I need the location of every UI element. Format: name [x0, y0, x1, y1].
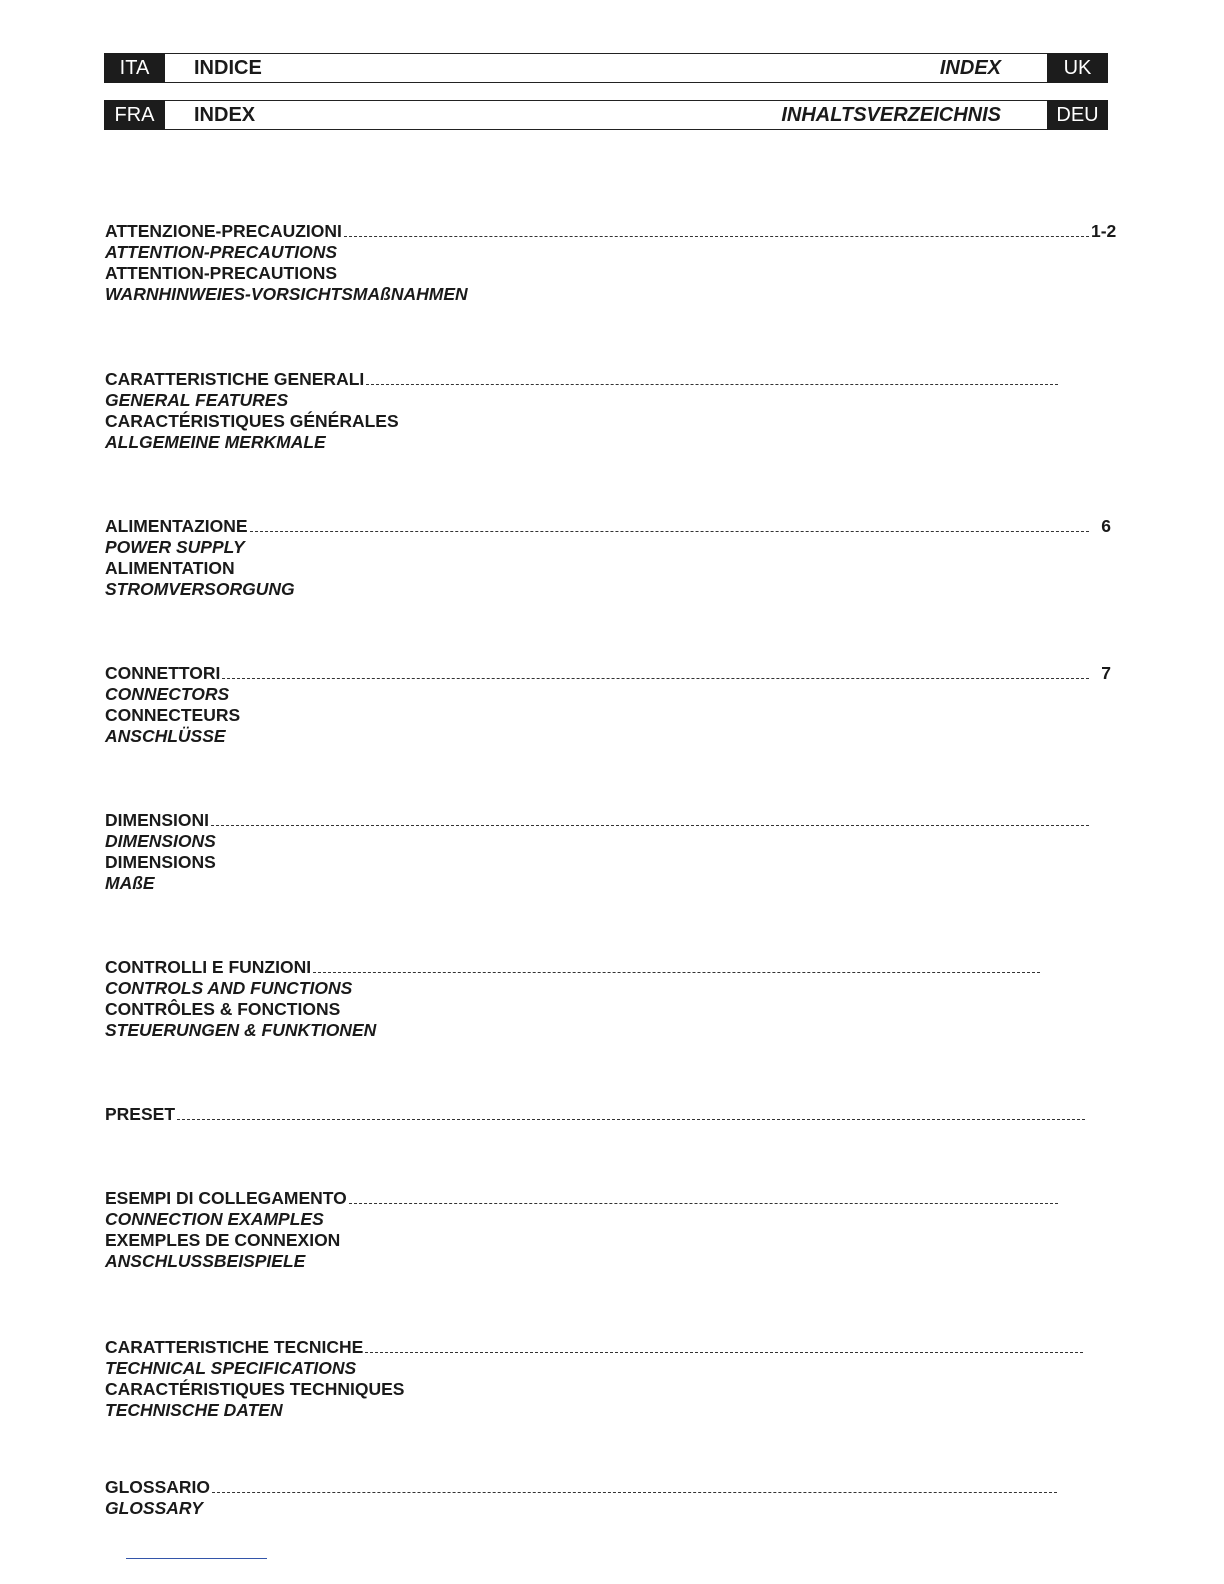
page-number: 1-2 [1091, 221, 1117, 241]
toc-entry[interactable] [105, 369, 1060, 453]
entry-title-deu: WARNHINWEIES-VORSICHTSMAßNAHMEN [105, 284, 468, 304]
header-title-index-fr: INDEX [194, 104, 256, 126]
leader-dashes [222, 678, 1089, 679]
entry-title-fra: EXEMPLES DE CONNEXION [105, 1230, 341, 1250]
entry-title-deu: TECHNISCHE DATEN [105, 1400, 283, 1420]
toc-row [105, 1188, 1060, 1209]
toc-row [105, 221, 1117, 242]
header-title-index-uk: INDEX [939, 57, 1001, 79]
entry-title-uk: CONTROLS AND FUNCTIONS [105, 978, 353, 998]
entry-title-fra: CONTRÔLES & FONCTIONS [105, 999, 341, 1019]
leader-dashes [250, 531, 1089, 532]
lang-tag-fra: FRA [104, 100, 165, 130]
leader-dashes [366, 384, 1058, 385]
leader-dashes [344, 236, 1089, 237]
entry-title-ita: CARATTERISTICHE TECNICHE [105, 1337, 364, 1357]
page-number: 7 [1101, 663, 1111, 683]
entry-title-deu: ANSCHLÜSSE [105, 726, 226, 746]
lang-tag-ita: ITA [104, 53, 165, 83]
entry-title-ita: DIMENSIONI [105, 810, 210, 830]
entry-title-ita: ALIMENTAZIONE [105, 516, 248, 536]
toc-row [105, 1104, 1087, 1125]
toc-entry[interactable] [105, 663, 1111, 747]
entry-title-uk: CONNECTORS [105, 684, 230, 704]
toc-row [105, 810, 1091, 831]
toc-entry[interactable] [105, 1188, 1060, 1272]
entry-title-uk: CONNECTION EXAMPLES [105, 1209, 324, 1229]
leader-dashes [313, 972, 1040, 973]
entry-title-ita: CONTROLLI E FUNZIONI [105, 957, 312, 977]
entry-title-uk: GENERAL FEATURES [105, 390, 289, 410]
entry-title-fra: CARACTÉRISTIQUES GÉNÉRALES [105, 411, 399, 431]
toc-row [105, 516, 1111, 537]
entry-title-ita: GLOSSARIO [105, 1477, 211, 1497]
toc-entry[interactable] [105, 516, 1111, 600]
entry-title-ita: CONNETTORI [105, 663, 221, 683]
entry-title-deu: STROMVERSORGUNG [105, 579, 295, 599]
leader-dashes [212, 1492, 1057, 1493]
entry-title-ita: ATTENZIONE-PRECAUZIONI [105, 221, 342, 241]
entry-title-uk: DIMENSIONS [105, 831, 216, 851]
leader-dashes [211, 825, 1089, 826]
entry-title-deu: MAßE [105, 873, 155, 893]
entry-title-uk: GLOSSARY [105, 1498, 203, 1518]
entry-title-uk: POWER SUPPLY [105, 537, 245, 557]
toc-row [105, 663, 1111, 684]
leader-dashes [349, 1203, 1058, 1204]
entry-title-fra: CONNECTEURS [105, 705, 241, 725]
header-title-indice: INDICE [194, 57, 262, 79]
entry-title-ita: ESEMPI DI COLLEGAMENTO [105, 1188, 347, 1208]
toc-entry[interactable] [105, 810, 1091, 894]
entry-title-deu: STEUERUNGEN & FUNKTIONEN [105, 1020, 377, 1040]
toc-entry[interactable] [105, 1477, 1059, 1519]
header-row-fra-deu [104, 100, 1108, 130]
toc-row [105, 1337, 1085, 1358]
toc-entry[interactable] [105, 1104, 1087, 1125]
header-row-ita-uk [104, 53, 1108, 83]
lang-tag-deu: DEU [1047, 100, 1108, 130]
entry-title-fra: ALIMENTATION [105, 558, 235, 578]
entry-title-fra: CARACTÉRISTIQUES TECHNIQUES [105, 1379, 405, 1399]
entry-title-uk: ATTENTION-PRECAUTIONS [105, 242, 338, 262]
entry-title-ita: CARATTERISTICHE GENERALI [105, 369, 365, 389]
footer-rule [126, 1558, 267, 1559]
entry-title-ita: PRESET [105, 1104, 176, 1124]
entry-title-uk: TECHNICAL SPECIFICATIONS [105, 1358, 357, 1378]
toc-row [105, 369, 1060, 390]
toc-entry[interactable] [105, 957, 1042, 1041]
entry-title-deu: ANSCHLUSSBEISPIELE [105, 1251, 306, 1271]
lang-tag-uk: UK [1047, 53, 1108, 83]
toc-row [105, 957, 1042, 978]
toc-row [105, 1477, 1059, 1498]
toc-entry[interactable] [105, 221, 1117, 305]
leader-dashes [365, 1352, 1083, 1353]
toc-entry[interactable] [105, 1337, 1085, 1421]
leader-dashes [177, 1119, 1085, 1120]
page-number: 6 [1101, 516, 1111, 536]
header-title-inhaltsverzeichnis: INHALTSVERZEICHNIS [781, 104, 1001, 126]
entry-title-fra: ATTENTION-PRECAUTIONS [105, 263, 338, 283]
entry-title-deu: ALLGEMEINE MERKMALE [105, 432, 326, 452]
entry-title-fra: DIMENSIONS [105, 852, 216, 872]
